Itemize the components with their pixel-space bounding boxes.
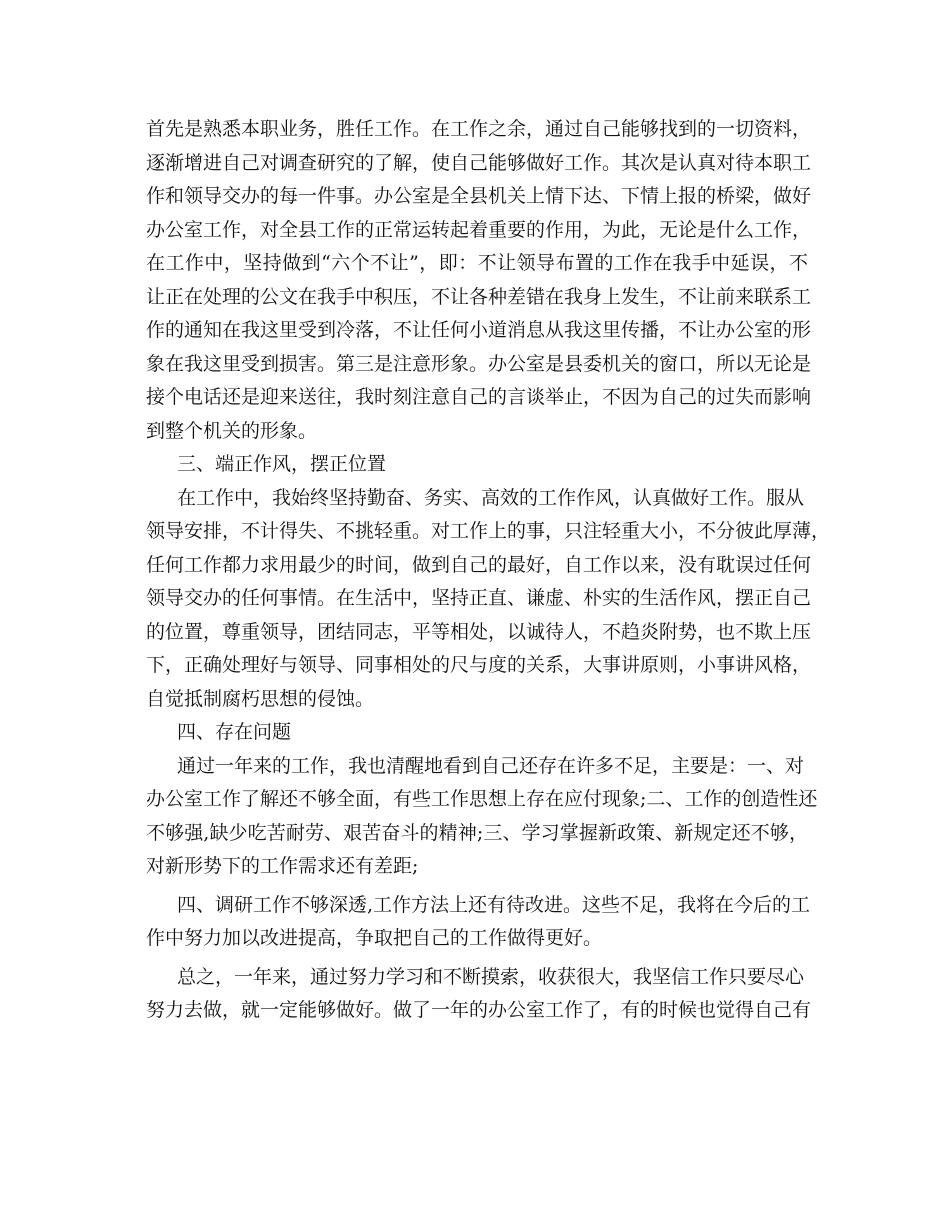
document-body <box>146 113 831 1028</box>
text-line: 作和领导交办的每一件事。办公室是全县机关上情下达、下情上报的桥梁，做好 <box>146 185 812 207</box>
text-line: 不够强,缺少吃苦耐劳、艰苦奋斗的精神;三、学习掌握新政策、新规定还不够， <box>146 821 808 844</box>
text-line: 四、调研工作不够深透,工作方法上还有待改进。这些不足，我将在今后的工 <box>177 893 811 916</box>
text-line: 象在我这里受到损害。第三是注意形象。办公室是县委机关的窗口，所以无论是 <box>146 352 812 375</box>
text-line: 让正在处理的公文在我手中积压，不让各种差错在我身上发生，不让前来联系工 <box>146 285 812 308</box>
paragraph-research <box>146 889 811 956</box>
text-line: 任何工作都力求用最少的时间，做到自己的最好，自工作以来，没有耽误过任何 <box>146 553 812 576</box>
section-heading: 四、存在问题 <box>177 721 292 743</box>
text-line: 在工作中，坚持做到“六个不让”，即：不让领导布置的工作在我手中延误，不 <box>146 252 808 274</box>
text-line: 作的通知在我这里受到冷落，不让任何小道消息从我这里传播，不让办公室的形 <box>146 319 812 341</box>
text-line: 办公室工作了解还不够全面，有些工作思想上存在应付现象;二、工作的创造性还 <box>146 788 818 810</box>
text-line: 作中努力加以改进提高，争取把自己的工作做得更好。 <box>146 927 603 949</box>
paragraph-problems <box>146 750 818 884</box>
text-line: 领导安排，不计得失、不挑轻重。对工作上的事，只注轻重大小，不分彼此厚薄， <box>146 520 831 542</box>
text-line: 的位置，尊重领导，团结同志，平等相处，以诚待人，不趋炎附势，也不欺上压 <box>146 620 812 643</box>
text-line: 对新形势下的工作需求还有差距; <box>146 855 419 877</box>
paragraph-work-style <box>146 482 831 717</box>
paragraph-duties <box>146 113 812 448</box>
text-line: 办公室工作，对全县工作的正常运转起着重要的作用，为此，无论是什么工作， <box>146 218 812 241</box>
text-line: 领导交办的任何事情。在生活中，坚持正直、谦虚、朴实的生活作风，摆正自己 <box>146 587 812 609</box>
text-line: 总之，一年来，通过努力学习和不断摸索，收获很大，我坚信工作只要尽心 <box>177 965 805 988</box>
text-line: 在工作中，我始终坚持勤奋、务实、高效的工作作风，认真做好工作。服从 <box>177 486 805 509</box>
paragraph-summary <box>146 961 812 1028</box>
text-line: 下，正确处理好与领导、同事相处的尺与度的关系，大事讲原则，小事讲风格， <box>146 654 812 676</box>
text-line: 努力去做，就一定能够做好。做了一年的办公室工作了，有的时候也觉得自己有 <box>146 999 812 1021</box>
text-line: 到整个机关的形象。 <box>146 419 318 442</box>
text-line: 逐渐增进自己对调查研究的了解，使自己能够做好工作。其次是认真对待本职工 <box>146 151 812 174</box>
section-heading: 三、端正作风，摆正位置 <box>177 453 387 475</box>
text-line: 通过一年来的工作，我也清醒地看到自己还存在许多不足，主要是：一、对 <box>177 754 805 777</box>
text-line: 自觉抵制腐朽思想的侵蚀。 <box>146 687 375 710</box>
text-line: 首先是熟悉本职业务，胜任工作。在工作之余，通过自己能够找到的一切资料， <box>146 118 812 140</box>
text-line: 接个电话还是迎来送往，我时刻注意自己的言谈举止，不因为自己的过失而影响 <box>146 386 812 408</box>
